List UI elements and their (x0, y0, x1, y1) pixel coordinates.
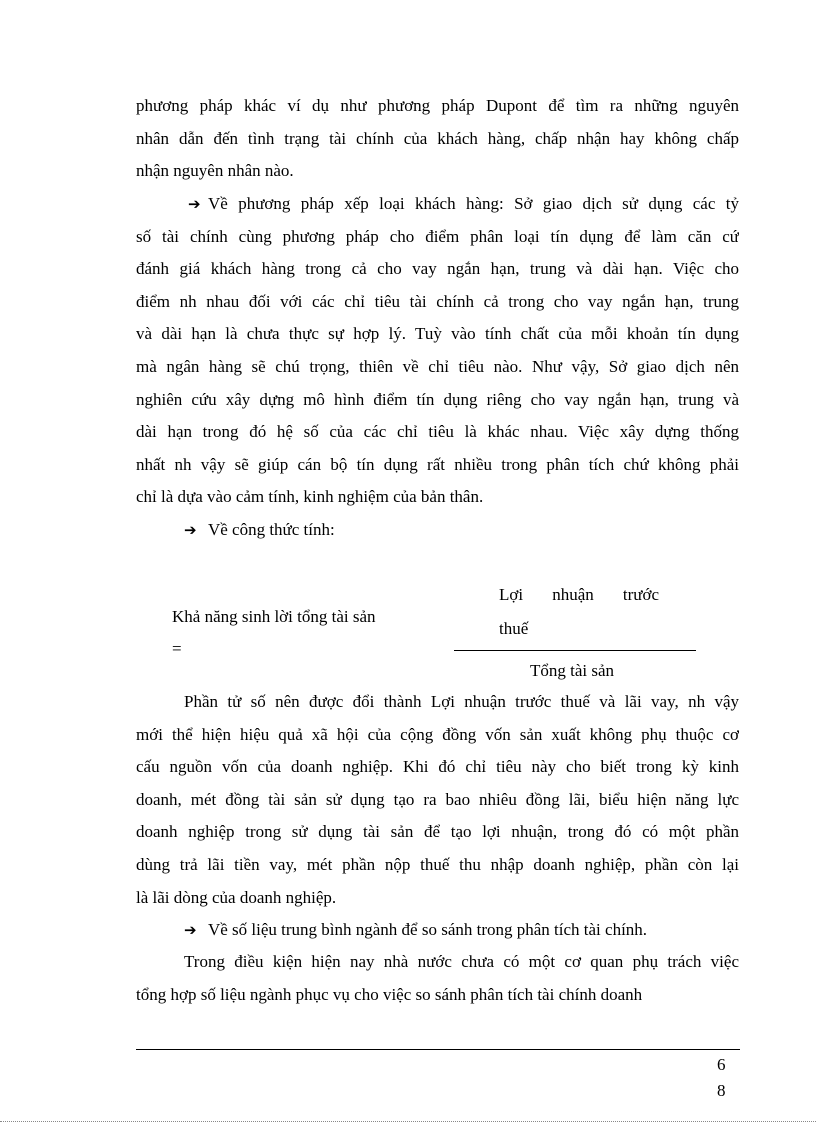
text-line: ➔ Về công thức tính: (136, 514, 739, 547)
arrow-right-icon: ➔ (184, 923, 197, 939)
page-number-digit-1: 6 (717, 1055, 726, 1074)
text-line: mà ngân hàng sẽ chú trọng, thiên về chỉ tiêu nào. Như vậy, Sở giao dịch nên (136, 356, 739, 376)
text-line: Phần tử số nên được đổi thành Lợi nhuận trước thuế và lãi vay, nh vậy (184, 692, 739, 711)
arrow-right-icon: ➔ (188, 197, 201, 213)
paragraph-1 (136, 90, 739, 188)
text-line: số tài chính cùng phương pháp cho điểm phân loại tín dụng để làm căn cứ (136, 226, 739, 246)
formula-numerator: Lợi nhuận trước (499, 585, 659, 604)
formula-equals: = (172, 639, 182, 658)
text-line: nhân dẫn đến tình trạng tài chính của khách hàng, chấp nhận hay không chấp (136, 128, 739, 148)
formula-numerator-cont: thuế (499, 619, 529, 638)
text-line: ➔ Về phương pháp xếp loại khách hàng: Sở giao dịch sử dụng các tỷ (136, 188, 739, 221)
paragraph-formula-heading (136, 514, 739, 547)
fraction-bar (454, 650, 696, 651)
formula-denominator: Tổng tài sản (530, 661, 615, 680)
text-line: doanh, mét đồng tài sản sử dụng tạo ra bao nhiêu đồng lãi, biểu hiện năng lực (136, 789, 739, 809)
page-bottom-border (0, 1121, 816, 1122)
text-line: dài hạn trong đó hệ số của các chỉ tiêu là khác nhau. Việc xây dựng thống (136, 422, 739, 442)
page-number-digit-2: 8 (717, 1081, 726, 1100)
formula-left-side: Khả năng sinh lời tổng tài sản (172, 607, 376, 626)
footer-divider (136, 1049, 740, 1050)
text-line: và dài hạn là chưa thực sự hợp lý. Tuỳ vào tính chất của mỗi khoản tín dụng (136, 324, 739, 344)
text-line: là lãi dòng của doanh nghiệp. (136, 887, 337, 907)
text-line: ➔ Về số liệu trung bình ngành để so sánh trong phân tích tài chính. (136, 914, 739, 947)
text-line: nghiên cứu xây dựng mô hình điểm tín dụng riêng cho vay ngắn hạn, trung và (136, 389, 739, 409)
text-line: phương pháp khác ví dụ như phương pháp Dupont để tìm ra những nguyên (136, 96, 739, 115)
text-line: Trong điều kiện hiện nay nhà nước chưa có một cơ quan phụ trách việc (184, 952, 739, 971)
text-line: dùng trả lãi tiền vay, mét phần nộp thuế thu nhập doanh nghiệp, phần còn lại (136, 854, 739, 874)
paragraph-customer-rating (136, 188, 739, 514)
paragraph-numerator-note (136, 686, 739, 914)
text-line: điểm nh nhau đối với các chỉ tiêu tài chính cả trong cho vay ngắn hạn, trung (136, 291, 739, 311)
text-line: nhất nh vậy sẽ giúp cán bộ tín dụng rất nhiều trong phân tích chứ không phải (136, 454, 739, 474)
text-line: chỉ là dựa vào cảm tính, kinh nghiệm của bản thân. (136, 487, 484, 507)
arrow-right-icon: ➔ (184, 523, 197, 539)
formula-block (172, 580, 712, 690)
text-line: mới thể hiện hiệu quả xã hội của cộng đồng vốn sản xuất không phụ thuộc cơ (136, 724, 739, 744)
text-line: doanh nghiệp trong sử dụng tài sản để tạo lợi nhuận, trong đó có một phần (136, 822, 739, 842)
paragraph-current-conditions (136, 946, 739, 1011)
text-line: cấu nguồn vốn của doanh nghiệp. Khi đó chỉ tiêu này cho biết trong kỳ kinh (136, 757, 739, 777)
paragraph-industry-average (136, 914, 739, 947)
text-line: nhận nguyên nhân nào. (136, 161, 294, 181)
text-line: đánh giá khách hàng trong cả cho vay ngắn hạn, trung và dài hạn. Việc cho (136, 259, 739, 279)
text-line: tổng hợp số liệu ngành phục vụ cho việc so sánh phân tích tài chính doanh (136, 984, 643, 1004)
